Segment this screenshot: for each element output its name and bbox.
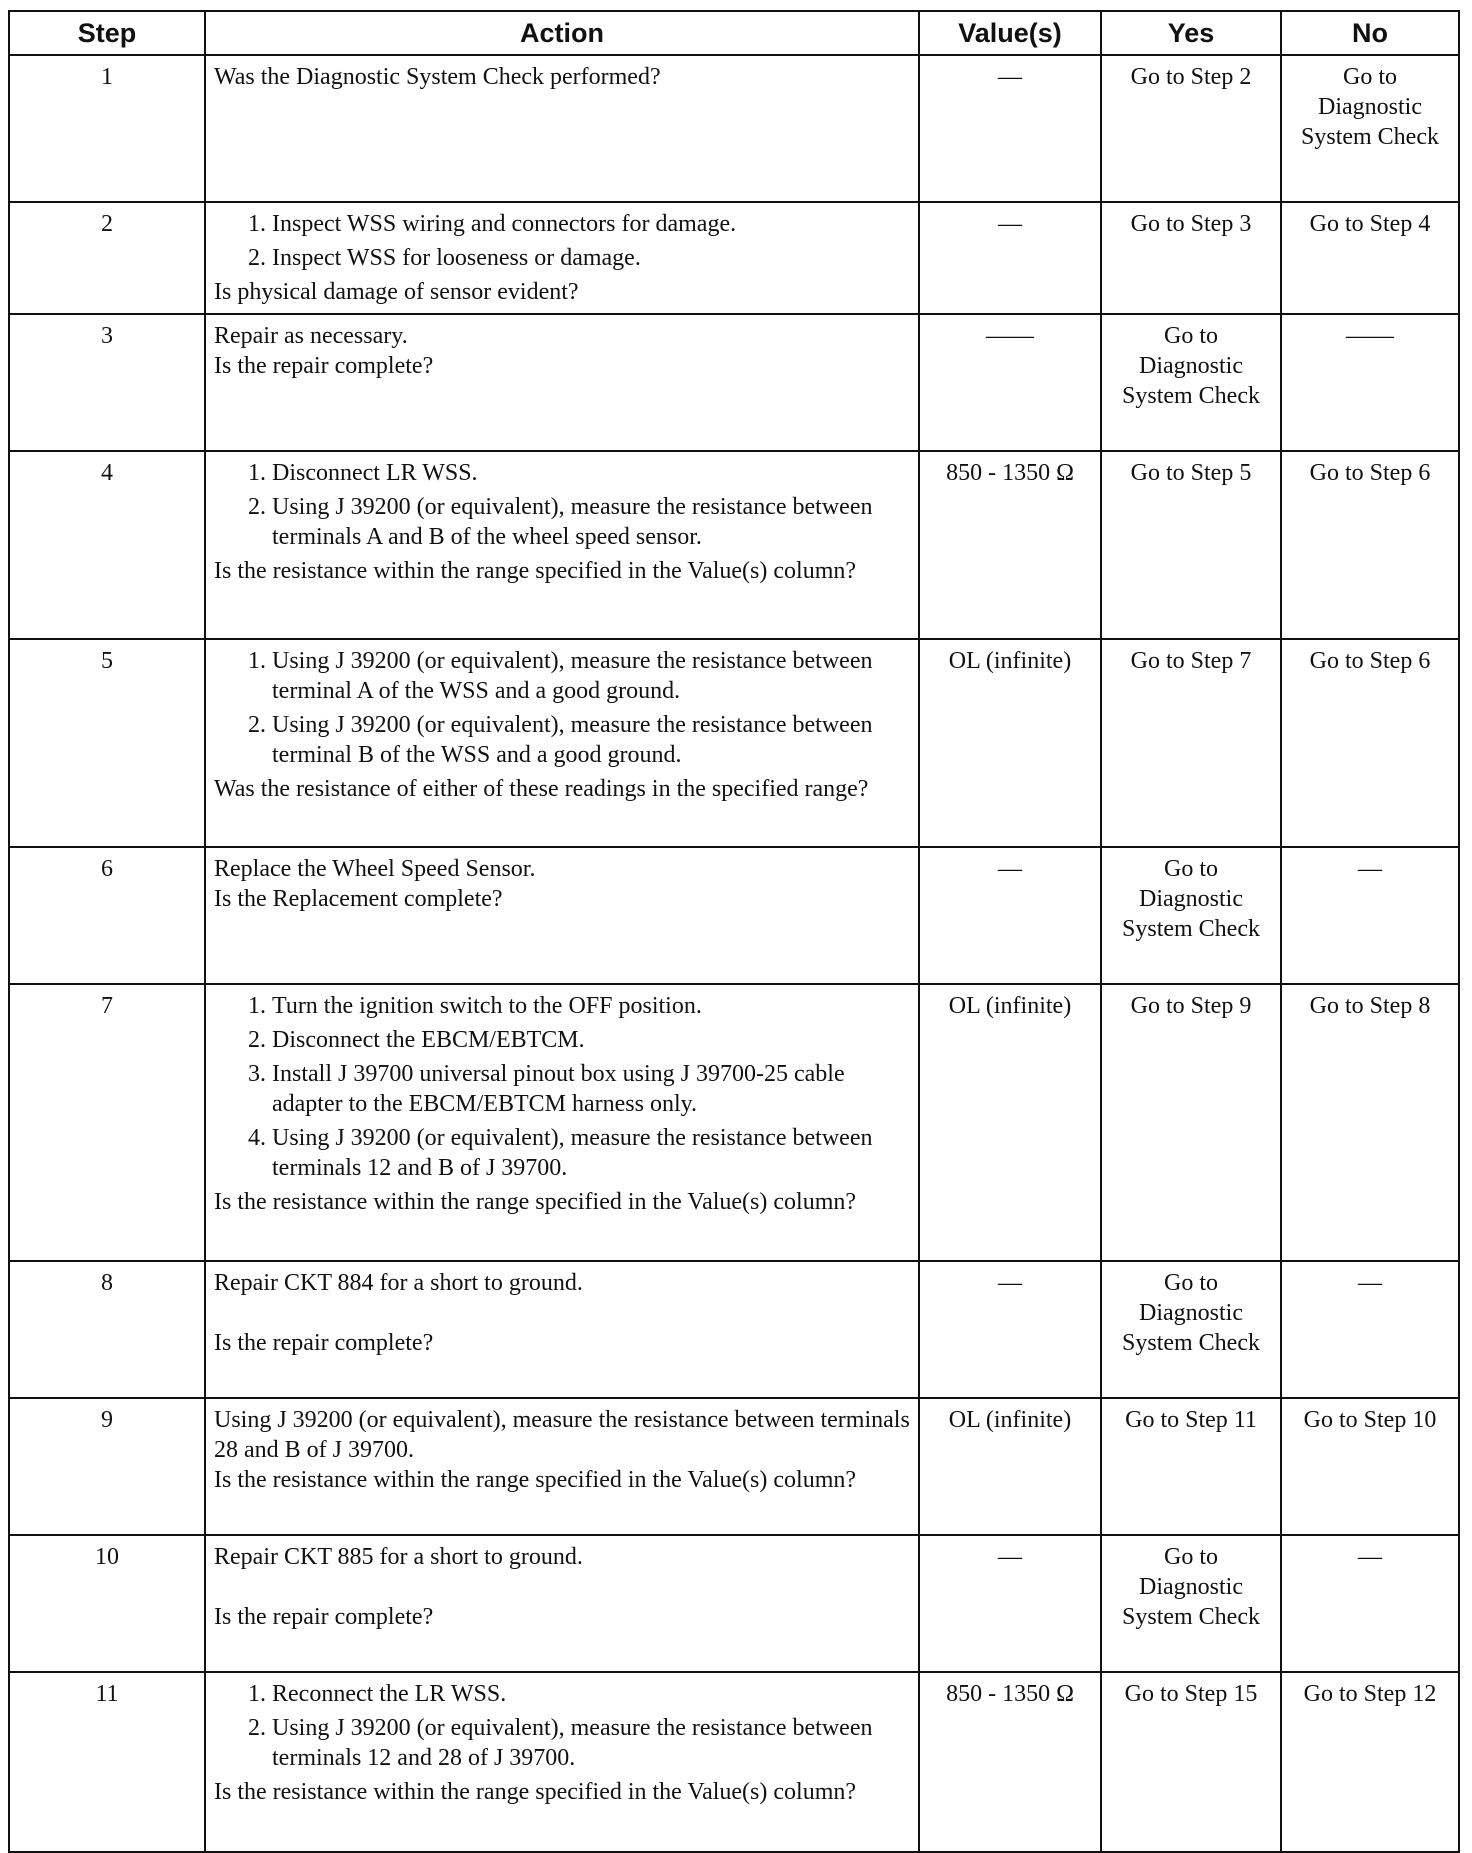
value-cell: — [919, 847, 1101, 984]
action-cell [205, 55, 919, 202]
value-cell: 850 - 1350 Ω [919, 1672, 1101, 1852]
yes-cell: Go to Step 2 [1101, 55, 1281, 202]
action-cell [205, 847, 919, 984]
action-text: Repair CKT 885 for a short to ground. [214, 1544, 583, 1570]
action-question: Is the resistance within the range specified in the Value(s) column? [214, 1467, 857, 1493]
table-row [9, 639, 1459, 847]
diagnostic-table [8, 10, 1460, 1853]
action-step: 2. Using J 39200 (or equivalent), measure the resistance between terminals 12 and 28 of J 39700. [272, 1713, 910, 1773]
action-steps [214, 991, 910, 1183]
table-row [9, 984, 1459, 1261]
table-row [9, 451, 1459, 639]
action-cell [205, 314, 919, 451]
action-question: Is the repair complete? [214, 1330, 434, 1356]
action-steps [214, 1679, 910, 1773]
yes-cell: Go to Step 11 [1101, 1398, 1281, 1535]
action-cell [205, 1261, 919, 1398]
action-cell [205, 1398, 919, 1535]
action-step: 1. Using J 39200 (or equivalent), measure the resistance between terminal A of the WSS and a good ground. [272, 646, 910, 706]
yes-cell: Go to Step 15 [1101, 1672, 1281, 1852]
no-cell: — [1281, 847, 1459, 984]
action-question: Is the repair complete? [214, 1604, 434, 1630]
step-cell: 4 [9, 451, 205, 639]
action-question: Is the Replacement complete? [214, 886, 503, 912]
step-cell: 11 [9, 1672, 205, 1852]
yes-cell: Go to Step 5 [1101, 451, 1281, 639]
action-step: 4. Using J 39200 (or equivalent), measure the resistance between terminals 12 and B of J 39700. [272, 1123, 910, 1183]
step-cell: 7 [9, 984, 205, 1261]
no-cell: Go to Step 6 [1281, 451, 1459, 639]
action-step: 2. Disconnect the EBCM/EBTCM. [272, 1025, 910, 1055]
table-body [9, 55, 1459, 1852]
action-cell [205, 1672, 919, 1852]
action-cell [205, 202, 919, 314]
spacer [214, 1572, 910, 1602]
yes-cell: Go to Diagnostic System Check [1101, 314, 1281, 451]
value-cell: OL (infinite) [919, 639, 1101, 847]
action-step: 1. Disconnect LR WSS. [272, 458, 910, 488]
value-cell: 850 - 1350 Ω [919, 451, 1101, 639]
yes-cell: Go to Step 9 [1101, 984, 1281, 1261]
yes-cell: Go to Diagnostic System Check [1101, 1261, 1281, 1398]
value-cell: — [919, 1535, 1101, 1672]
yes-cell: Go to Step 7 [1101, 639, 1281, 847]
table-row [9, 847, 1459, 984]
no-cell: —— [1281, 314, 1459, 451]
value-cell: — [919, 202, 1101, 314]
value-cell: — [919, 55, 1101, 202]
action-cell [205, 1535, 919, 1672]
action-step: 1. Inspect WSS wiring and connectors for damage. [272, 209, 910, 239]
value-cell: OL (infinite) [919, 1398, 1101, 1535]
step-cell: 9 [9, 1398, 205, 1535]
action-steps [214, 458, 910, 552]
action-question: Is the resistance within the range specified in the Value(s) column? [214, 1779, 857, 1805]
header-action: Action [205, 11, 919, 55]
action-text: Using J 39200 (or equivalent), measure the resistance between terminals 28 and B of J 39700. [214, 1407, 910, 1463]
table-row [9, 1398, 1459, 1535]
step-cell: 6 [9, 847, 205, 984]
step-cell: 2 [9, 202, 205, 314]
table-row [9, 1672, 1459, 1852]
table-row [9, 202, 1459, 314]
action-steps [214, 646, 910, 770]
action-steps [214, 209, 910, 273]
yes-cell: Go to Step 3 [1101, 202, 1281, 314]
no-cell: Go to Step 12 [1281, 1672, 1459, 1852]
value-cell: —— [919, 314, 1101, 451]
action-question: Was the Diagnostic System Check performed? [214, 64, 661, 90]
action-step: 1. Turn the ignition switch to the OFF position. [272, 991, 910, 1021]
no-cell: — [1281, 1261, 1459, 1398]
action-step: 3. Install J 39700 universal pinout box using J 39700-25 cable adapter to the EBCM/EBTCM harness only. [272, 1059, 910, 1119]
header-row [9, 11, 1459, 55]
header-values: Value(s) [919, 11, 1101, 55]
table-row [9, 1261, 1459, 1398]
no-cell: — [1281, 1535, 1459, 1672]
header-no: No [1281, 11, 1459, 55]
action-text: Repair CKT 884 for a short to ground. [214, 1270, 583, 1296]
action-cell [205, 984, 919, 1261]
header-step: Step [9, 11, 205, 55]
action-cell [205, 451, 919, 639]
action-text: Repair as necessary. [214, 323, 408, 349]
action-question: Was the resistance of either of these readings in the specified range? [214, 776, 869, 802]
spacer [214, 1298, 910, 1328]
value-cell: — [919, 1261, 1101, 1398]
action-question: Is the resistance within the range specified in the Value(s) column? [214, 558, 857, 584]
no-cell: Go to Step 10 [1281, 1398, 1459, 1535]
step-cell: 10 [9, 1535, 205, 1672]
no-cell: Go to Diagnostic System Check [1281, 55, 1459, 202]
no-cell: Go to Step 4 [1281, 202, 1459, 314]
value-cell: OL (infinite) [919, 984, 1101, 1261]
action-cell [205, 639, 919, 847]
step-cell: 5 [9, 639, 205, 847]
step-cell: 8 [9, 1261, 205, 1398]
action-question: Is the resistance within the range specified in the Value(s) column? [214, 1189, 857, 1215]
table-row [9, 314, 1459, 451]
no-cell: Go to Step 8 [1281, 984, 1459, 1261]
yes-cell: Go to Diagnostic System Check [1101, 847, 1281, 984]
action-step: 1. Reconnect the LR WSS. [272, 1679, 910, 1709]
step-cell: 1 [9, 55, 205, 202]
table-row [9, 55, 1459, 202]
action-question: Is physical damage of sensor evident? [214, 279, 579, 305]
action-step: 2. Using J 39200 (or equivalent), measure the resistance between terminal B of the WSS and a good ground. [272, 710, 910, 770]
action-step: 2. Inspect WSS for looseness or damage. [272, 243, 910, 273]
header-yes: Yes [1101, 11, 1281, 55]
table-row [9, 1535, 1459, 1672]
step-cell: 3 [9, 314, 205, 451]
action-question: Is the repair complete? [214, 353, 434, 379]
action-step: 2. Using J 39200 (or equivalent), measure the resistance between terminals A and B of the wheel speed sensor. [272, 492, 910, 552]
yes-cell: Go to Diagnostic System Check [1101, 1535, 1281, 1672]
no-cell: Go to Step 6 [1281, 639, 1459, 847]
action-text: Replace the Wheel Speed Sensor. [214, 856, 536, 882]
